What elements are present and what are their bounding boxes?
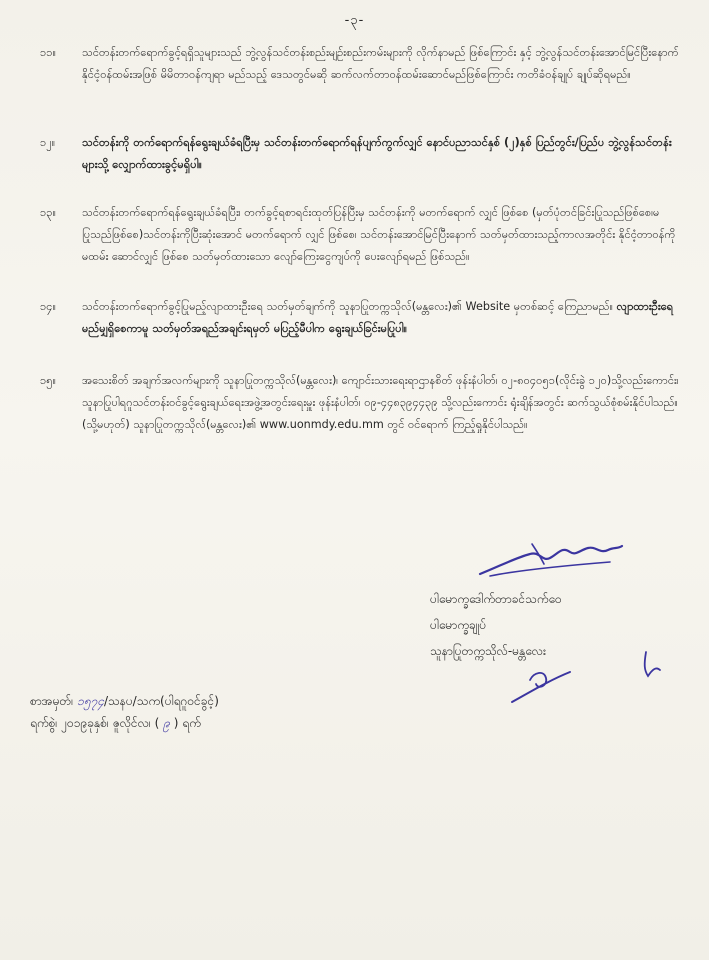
letter-number-suffix: /သနပ/သက(ပါရဂူဝင်ခွင့်) [103,694,219,708]
signatory-institution: သူနာပြုတက္ကသိုလ်-မန္တလေး [430,644,547,658]
signatory-title: ပါမောက္ခချုပ် [430,618,487,632]
paragraph-text-bold: လျာထားဦးရေမည်မျှရှိစေကာမူ သတ်မှတ်အရည်အချင်းရမှတ် မပြည့်မီပါက ရွေးချယ်ခြင်းမပြုပါ။ [82,300,674,335]
paragraph-13 [40,202,680,268]
letter-number-line [30,690,450,712]
paragraph-number: ၁၁။ [40,46,56,59]
paragraph-text: အသေးစိတ် အချက်အလက်များကို သူနာပြုတက္ကသိုလ်(မန္တလေး)၊ ကျောင်းသားရေးရာဌာနစိတ် ဖုန်းနံပါတ်၊ ၀၂-၈၀၄၀၅၁(လိုင်းခွဲ ၁၂၀)သို့လည်းကောင်း၊သူနာပြုပါရဂူသင်တန်းဝင်ခွင့်ရွေးချယ်ရေးအဖွဲ့အတွင်းရေးမှူး ဖုန်းနံပါတ်၊ ၀၉-၄၄၈၃၉၄၄၃၉ သို့လည်းကောင်း ရုံးချိန်အတွင်း ဆက်သွယ်စုံစမ်းနိုင်ပါသည်။ (သို့မဟုတ်) သူနာပြုတက္ကသိုလ်(မန္တလေး)၏ www.uonmdy.edu.mm တွင် ဝင်ရောက် ကြည့်ရှုနိုင်ပါသည်။ [82,374,679,431]
paragraph-text-bold: သင်တန်းကို တက်ရောက်ရန်ရွေးချယ်ခံရပြီးမှ သင်တန်းတက်ရောက်ရန်ပျက်ကွက်လျှင် နောင်ပညာသင်နှစ် (၂)နှစ် ပြည်တွင်း/ပြည်ပ ဘွဲ့လွန်သင်တန်းများသို့ လျှောက်ထားခွင့်မရှိပါ။ [82,136,672,171]
paragraph-number: ၁၂။ [40,136,56,149]
date-line [30,712,450,734]
paragraph-11 [40,42,680,86]
letter-number-value: ၁၅၇၄ [76,694,104,708]
letter-number-label: စာအမှတ်၊ [30,694,74,708]
handwritten-initials [510,640,670,710]
handwritten-signature [470,536,630,586]
paragraph-12 [40,132,680,176]
paragraph-15 [40,370,680,436]
paragraph-14 [40,296,680,340]
paragraph-number: ၁၃။ [40,206,56,219]
paragraph-text: သင်တန်းတက်ရောက်ခွင့်ရရှိသူများသည် ဘွဲ့လွန်သင်တန်းစည်းမျဉ်းစည်းကမ်းများကို လိုက်နာမည် ဖြစ်ကြောင်း နှင့် ဘွဲ့လွန်သင်တန်းအောင်မြင်ပြီးနောက် နိုင်ငံ့ဝန်ထမ်းအဖြစ် မိမိတာဝန်ကျရာ မည်သည့် ဒေသတွင်မဆို ဆက်လက်တာဝန်ထမ်းဆောင်မည်ဖြစ်ကြောင်း ကတိခံဝန်ချုပ် ချုပ်ဆိုရမည်။ [82,46,679,81]
signatory-name: ပါမောက္ခဒေါက်တာခင်သက်ဝေ [430,592,562,606]
paragraph-text: သင်တန်းတက်ရောက်ခွင့်ပြုမည့်လျာထားဦးရေ သတ်မှတ်ချက်ကို သူနာပြုတက္ကသိုလ်(မန္တလေး)၏ Website မှတစ်ဆင့် ကြေညာမည်။ [82,300,613,313]
reference-block [30,690,450,734]
paragraph-number: ၁၄။ [40,300,56,313]
paragraph-text: သင်တန်းတက်ရောက်ရန်ရွေးချယ်ခံရပြီး၊ တက်ခွင့်ရစာရင်းထုတ်ပြန်ပြီးမှ သင်တန်းကို မတက်ရောက် လျှင် ဖြစ်စေ (မှတ်ပုံတင်ခြင်းပြုသည်ဖြစ်စေ၊မပြုသည်ဖြစ်စေ)သင်တန်းကိုပြီးဆုံးအောင် မတက်ရောက် လျှင် ဖြစ်စေ၊ သင်တန်းအောင်မြင်ပြီးနောက် သတ်မှတ်ထားသည့်ကာလအတိုင်း နိုင်ငံ့တာဝန်ကို မထမ်း ဆောင်လျှင် ဖြစ်စေ သတ်မှတ်ထားသော လျော်ကြေးငွေကျပ်ကို ပေးလျော်ရမည် ဖြစ်သည်။ [82,206,676,263]
date-day: ၉ [163,716,170,730]
date-prefix: ရက်စွဲ၊ ၂၀၁၉ခုနှစ်၊ ဇူလိုင်လ၊ ( [30,716,160,730]
paragraph-number: ၁၅။ [40,374,56,387]
date-suffix: ) ရက် [173,716,201,730]
page-number: -၃- [344,13,365,28]
